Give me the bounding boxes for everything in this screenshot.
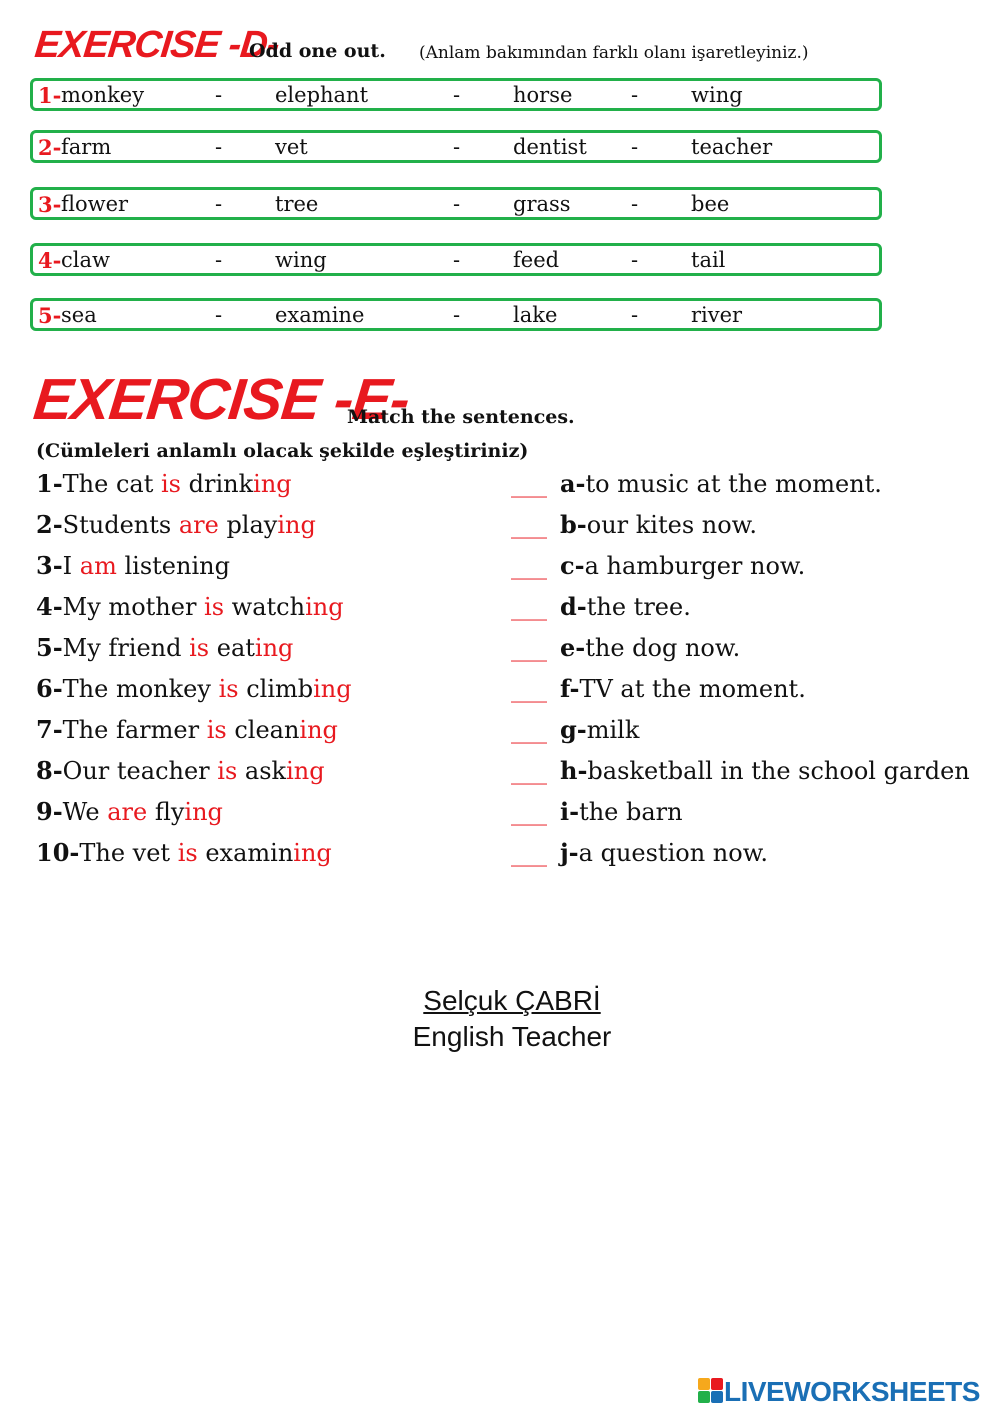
ending-text: our kites now. (586, 511, 757, 539)
exercise-e-title: EXERCISE -E- (30, 367, 413, 432)
ending-letter: j- (560, 838, 579, 867)
liveworksheets-wordmark: LIVEWORKSHEETS (724, 1376, 980, 1407)
answer-blank[interactable]: ___ (511, 511, 547, 539)
sentence-auxiliary: are (178, 511, 219, 539)
sentence-auxiliary: is (204, 593, 225, 621)
sentence-2 (36, 510, 316, 539)
sentence-number: 5- (36, 633, 63, 662)
answer-blank[interactable]: ___ (511, 716, 547, 744)
odd-row-3 (30, 187, 882, 220)
sentence-verb: examin (197, 839, 294, 867)
sentence-subject: I (62, 552, 80, 580)
ending-9 (511, 797, 683, 826)
sentence-9 (36, 797, 223, 826)
sentence-4 (36, 592, 344, 621)
odd-row-number: 2- (38, 135, 62, 160)
sentence-suffix: ing (305, 593, 344, 621)
sentence-subject: Our teacher (62, 757, 218, 785)
odd-row-4 (30, 243, 882, 276)
odd-word-option[interactable]: vet (275, 135, 308, 159)
ending-letter: c- (560, 551, 585, 580)
odd-row-5 (30, 298, 882, 331)
sentence-number: 1- (36, 469, 63, 498)
sentence-suffix: ing (313, 675, 352, 703)
sentence-number: 10- (36, 838, 80, 867)
sentence-1 (36, 469, 292, 498)
sentence-verb: play (218, 511, 278, 539)
liveworksheets-logo-icon (698, 1378, 724, 1404)
ending-1 (511, 469, 882, 498)
ending-text: milk (586, 716, 640, 744)
odd-word-option[interactable]: claw (61, 248, 110, 272)
word-separator: - (215, 303, 223, 327)
answer-blank[interactable]: ___ (511, 675, 547, 703)
sentence-number: 9- (36, 797, 63, 826)
sentence-suffix: ing (299, 716, 338, 744)
sentence-6 (36, 674, 352, 703)
exercise-e-subtitle: (Cümleleri anlamlı olacak şekilde eşleştiriniz) (36, 440, 529, 462)
sentence-verb: clean (226, 716, 300, 744)
odd-row-2 (30, 130, 882, 163)
teacher-role: English Teacher (412, 1021, 612, 1052)
word-separator: - (453, 192, 461, 216)
sentence-3 (36, 551, 230, 580)
odd-word-option[interactable]: tail (691, 248, 726, 272)
sentence-verb: listening (116, 552, 230, 580)
odd-word-option[interactable]: teacher (691, 135, 773, 159)
ending-text: a question now. (578, 839, 769, 867)
ending-text: the tree. (586, 593, 691, 621)
odd-word-option[interactable]: feed (513, 248, 560, 272)
sentence-verb: fly (147, 798, 185, 826)
odd-word-option[interactable]: sea (61, 303, 97, 327)
sentence-auxiliary: are (107, 798, 148, 826)
odd-word-option[interactable]: farm (61, 135, 112, 159)
answer-blank[interactable]: ___ (511, 798, 547, 826)
sentence-subject: We (62, 798, 108, 826)
word-separator: - (453, 303, 461, 327)
sentence-subject: The vet (79, 839, 178, 867)
answer-blank[interactable]: ___ (511, 470, 547, 498)
sentence-number: 7- (36, 715, 63, 744)
ending-text: a hamburger now. (584, 552, 806, 580)
sentence-subject: The monkey (62, 675, 219, 703)
word-separator: - (215, 83, 223, 107)
sentence-auxiliary: is (189, 634, 210, 662)
ending-7 (511, 715, 639, 744)
odd-word-option[interactable]: wing (691, 83, 743, 107)
sentence-8 (36, 756, 325, 785)
sentence-number: 6- (36, 674, 63, 703)
odd-word-option[interactable]: dentist (513, 135, 587, 159)
sentence-verb: eat (209, 634, 255, 662)
sentence-verb: drink (181, 470, 254, 498)
word-separator: - (631, 192, 639, 216)
sentence-verb: climb (238, 675, 314, 703)
odd-word-option[interactable]: monkey (61, 83, 145, 107)
sentence-subject: Students (62, 511, 179, 539)
answer-blank[interactable]: ___ (511, 839, 547, 867)
teacher-name: Selçuk ÇABRİ (423, 985, 601, 1016)
sentence-number: 8- (36, 756, 63, 785)
exercise-d-title: EXERCISE -D- (32, 24, 281, 66)
answer-blank[interactable]: ___ (511, 593, 547, 621)
sentence-suffix: ing (286, 757, 325, 785)
sentence-auxiliary: am (79, 552, 117, 580)
ending-2 (511, 510, 757, 539)
sentence-10 (36, 838, 332, 867)
word-separator: - (453, 135, 461, 159)
sentence-subject: The farmer (62, 716, 207, 744)
sentence-suffix: ing (254, 634, 294, 662)
sentence-suffix: ing (184, 798, 223, 826)
sentence-subject: My friend (62, 634, 190, 662)
exercise-d-instruction: Odd one out. (249, 40, 386, 62)
word-separator: - (631, 303, 639, 327)
sentence-verb: watch (224, 593, 306, 621)
sentence-auxiliary: is (217, 757, 238, 785)
sentence-5 (36, 633, 293, 662)
sentence-verb: ask (237, 757, 287, 785)
ending-6 (511, 674, 806, 703)
ending-10 (511, 838, 768, 867)
exercise-d-note: (Anlam bakımından farklı olanı işaretleyiniz.) (419, 43, 809, 63)
ending-text: to music at the moment. (585, 470, 882, 498)
ending-5 (511, 633, 740, 662)
sentence-7 (36, 715, 338, 744)
sentence-suffix: ing (277, 511, 316, 539)
sentence-subject: The cat (62, 470, 161, 498)
odd-word-option[interactable]: horse (513, 83, 573, 107)
ending-text: TV at the moment. (579, 675, 806, 703)
sentence-auxiliary: is (218, 675, 239, 703)
ending-letter: i- (560, 797, 580, 826)
sentence-number: 2- (36, 510, 63, 539)
sentence-auxiliary: is (177, 839, 198, 867)
odd-word-option[interactable]: tree (275, 192, 319, 216)
ending-8 (511, 756, 970, 785)
sentence-number: 4- (36, 592, 63, 621)
odd-row-number: 1- (38, 83, 62, 108)
odd-word-option[interactable]: river (691, 303, 743, 327)
ending-text: the barn (579, 798, 683, 826)
sentence-suffix: ing (253, 470, 292, 498)
ending-text: basketball in the school garden (587, 757, 970, 785)
odd-word-option[interactable]: elephant (275, 83, 369, 107)
word-separator: - (453, 83, 461, 107)
answer-blank[interactable]: ___ (511, 552, 547, 580)
ending-letter: b- (560, 510, 587, 539)
exercise-e-instruction: Match the sentences. (347, 406, 575, 428)
word-separator: - (631, 248, 639, 272)
ending-4 (511, 592, 691, 621)
ending-text: the dog now. (585, 634, 741, 662)
odd-row-number: 5- (38, 303, 62, 328)
ending-letter: h- (560, 756, 588, 785)
ending-letter: g- (560, 715, 587, 744)
ending-letter: e- (560, 633, 586, 662)
odd-word-option[interactable]: wing (275, 248, 327, 272)
word-separator: - (215, 192, 223, 216)
word-separator: - (631, 135, 639, 159)
odd-word-option[interactable]: flower (61, 192, 129, 216)
sentence-number: 3- (36, 551, 63, 580)
ending-letter: f- (560, 674, 580, 703)
odd-word-option[interactable]: bee (691, 192, 730, 216)
sentence-subject: My mother (62, 593, 205, 621)
odd-word-option[interactable]: examine (275, 303, 365, 327)
word-separator: - (453, 248, 461, 272)
ending-letter: d- (560, 592, 587, 621)
odd-row-1 (30, 78, 882, 111)
word-separator: - (215, 135, 223, 159)
sentence-suffix: ing (293, 839, 332, 867)
word-separator: - (631, 83, 639, 107)
sentence-auxiliary: is (206, 716, 227, 744)
sentence-auxiliary: is (161, 470, 181, 498)
odd-row-number: 3- (38, 192, 62, 217)
odd-word-option[interactable]: grass (513, 192, 571, 216)
answer-blank[interactable]: ___ (511, 757, 547, 785)
word-separator: - (215, 248, 223, 272)
answer-blank[interactable]: ___ (511, 634, 547, 662)
odd-row-number: 4- (38, 248, 62, 273)
liveworksheets-brand (698, 1376, 994, 1410)
ending-3 (511, 551, 805, 580)
ending-letter: a- (560, 469, 586, 498)
odd-word-option[interactable]: lake (513, 303, 558, 327)
